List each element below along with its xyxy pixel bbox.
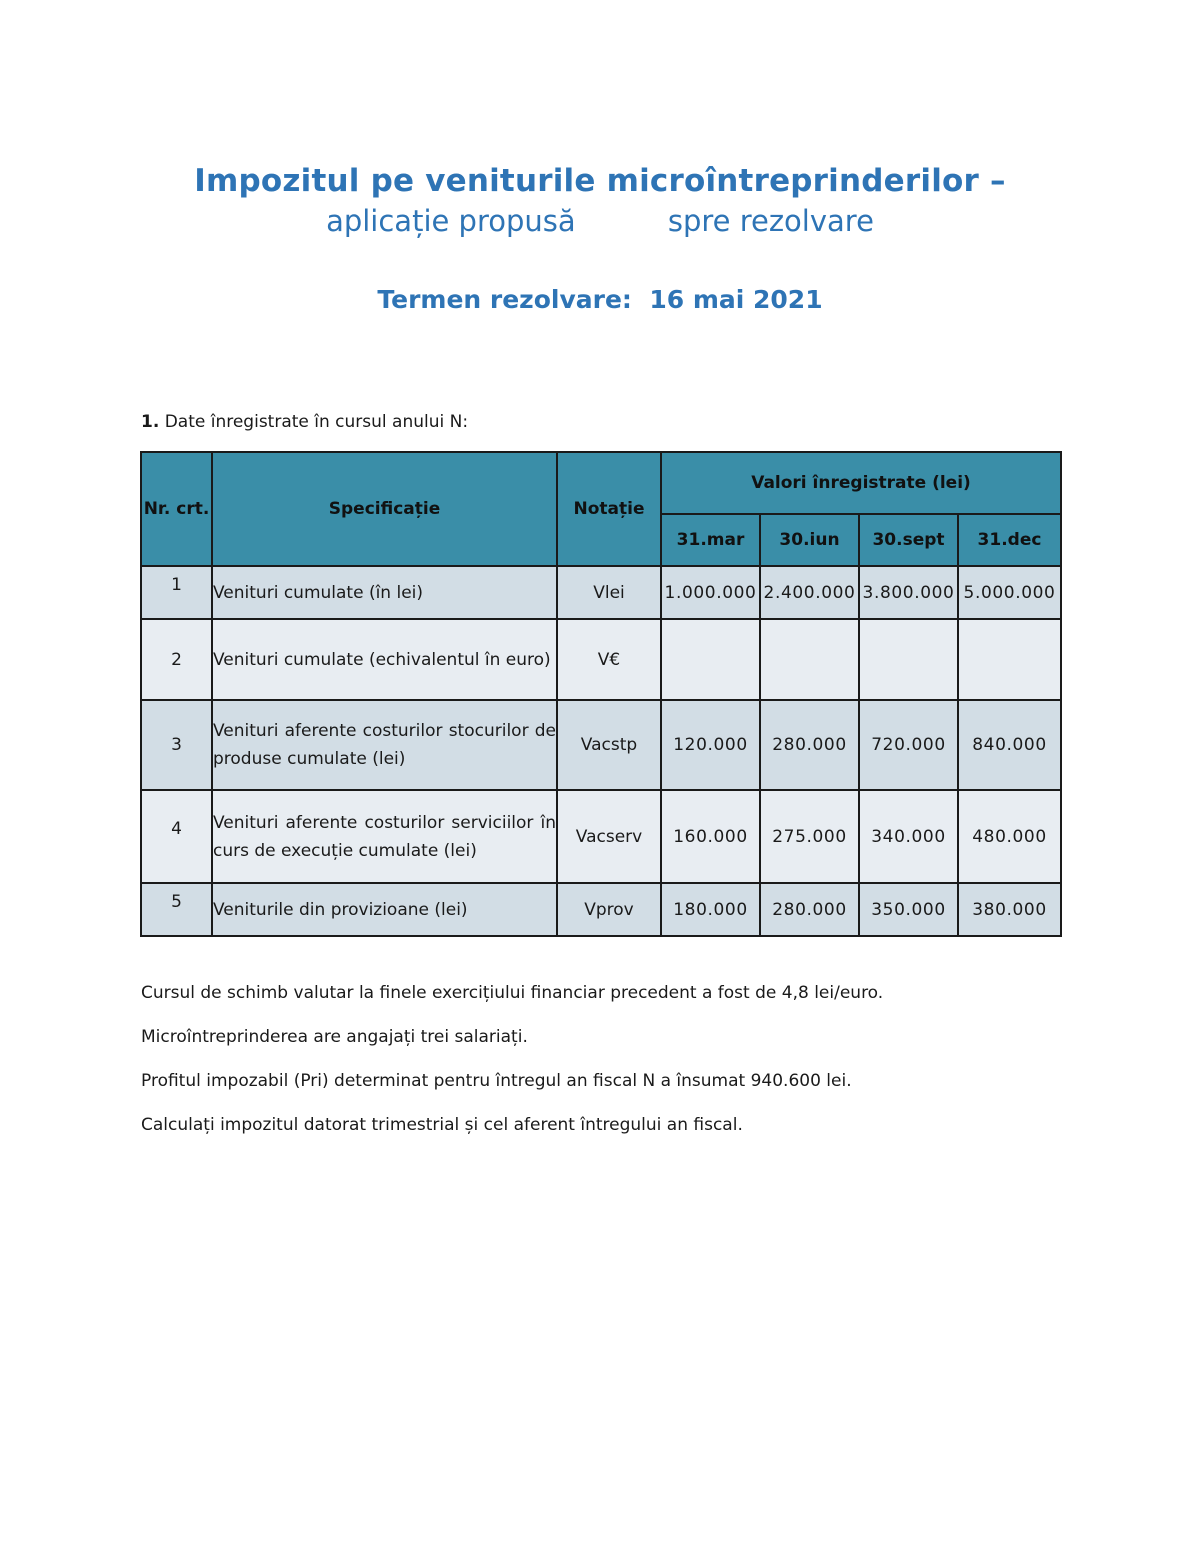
table-row — [141, 790, 1061, 883]
row-value: 275.000 — [760, 790, 859, 883]
row-value: 280.000 — [760, 883, 859, 936]
row-specification: Venituri aferente costurilor serviciilor în curs de execuție cumulate (lei) — [212, 790, 557, 883]
row-number: 2 — [141, 619, 212, 700]
row-number: 1 — [141, 566, 212, 619]
header-date: 30.sept — [859, 514, 958, 566]
row-notation: Vlei — [557, 566, 661, 619]
row-value: 340.000 — [859, 790, 958, 883]
revenue-table — [140, 451, 1062, 937]
intro-text: Date înregistrate în cursul anului N: — [159, 412, 469, 432]
row-value: 180.000 — [661, 883, 760, 936]
header-notatie: Notație — [557, 452, 661, 566]
row-value: 380.000 — [958, 883, 1061, 936]
row-number: 5 — [141, 883, 212, 936]
row-value: 3.800.000 — [859, 566, 958, 619]
row-specification: Venituri aferente costurilor stocurilor de produse cumulate (lei) — [212, 700, 557, 790]
table-row — [141, 566, 1061, 619]
row-value: 5.000.000 — [958, 566, 1061, 619]
row-value — [859, 619, 958, 700]
row-value: 120.000 — [661, 700, 760, 790]
header-row — [141, 452, 1061, 514]
row-value: 480.000 — [958, 790, 1061, 883]
header-date: 31.dec — [958, 514, 1061, 566]
row-value: 720.000 — [859, 700, 958, 790]
intro-number: 1. — [141, 412, 160, 432]
row-notation: Vprov — [557, 883, 661, 936]
header-nr-crt: Nr. crt. — [141, 452, 212, 566]
row-value: 840.000 — [958, 700, 1061, 790]
paragraph-employees: Microîntreprinderea are angajați trei salariați. — [141, 1027, 528, 1047]
row-notation: Vacstp — [557, 700, 661, 790]
row-value: 1.000.000 — [661, 566, 760, 619]
paragraph-exchange-rate: Cursul de schimb valutar la finele exercițiului financiar precedent a fost de 4,8 lei/euro. — [141, 983, 884, 1003]
row-specification: Venituri cumulate (echivalentul în euro) — [212, 619, 557, 700]
header-date: 31.mar — [661, 514, 760, 566]
row-notation: V€ — [557, 619, 661, 700]
row-number: 3 — [141, 700, 212, 790]
document-title: Impozitul pe veniturile microîntreprinderilor – — [194, 163, 1006, 199]
row-value: 350.000 — [859, 883, 958, 936]
row-notation: Vacserv — [557, 790, 661, 883]
document-subtitle: aplicație propusă spre rezolvare — [326, 204, 874, 238]
header-date: 30.iun — [760, 514, 859, 566]
row-value: 2.400.000 — [760, 566, 859, 619]
row-value: 160.000 — [661, 790, 760, 883]
row-specification: Veniturile din provizioane (lei) — [212, 883, 557, 936]
row-specification: Venituri cumulate (în lei) — [212, 566, 557, 619]
table-intro — [141, 412, 468, 432]
paragraph-taxable-profit: Profitul impozabil (Pri) determinat pentru întregul an fiscal N a însumat 940.600 lei. — [141, 1071, 852, 1091]
row-value — [760, 619, 859, 700]
table-row — [141, 700, 1061, 790]
table-row — [141, 619, 1061, 700]
header-specificatie: Specificație — [212, 452, 557, 566]
row-value — [958, 619, 1061, 700]
row-number: 4 — [141, 790, 212, 883]
table-row — [141, 883, 1061, 936]
deadline-text: Termen rezolvare: 16 mai 2021 — [377, 285, 823, 314]
header-valori: Valori înregistrate (lei) — [661, 452, 1061, 514]
paragraph-task: Calculați impozitul datorat trimestrial și cel aferent întregului an fiscal. — [141, 1115, 743, 1135]
row-value — [661, 619, 760, 700]
row-value: 280.000 — [760, 700, 859, 790]
